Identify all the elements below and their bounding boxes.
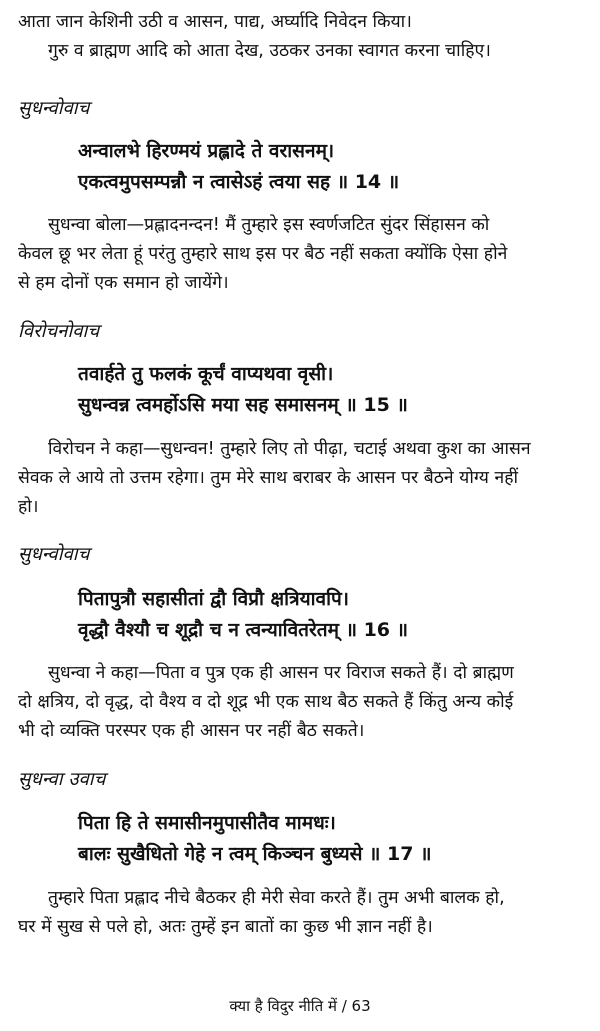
verse-14 xyxy=(78,136,588,198)
speaker-heading: विरोचनोवाच xyxy=(18,321,100,342)
verse-line: बालः सुखैधितो गेहे न त्वम् किञ्चन बुध्यसे ॥ 17 ॥ xyxy=(78,843,432,865)
speaker-heading: सुधन्वोवाच xyxy=(18,98,90,119)
verse-line: अन्वालभे हिरण्मयं प्रह्लादे ते वरासनम्। xyxy=(78,140,335,162)
paragraph-translation-17 xyxy=(18,884,586,942)
verse-line: तवार्हते तु फलकं कूर्चं वाप्यथवा वृसी। xyxy=(78,363,334,385)
verse-17 xyxy=(78,808,588,870)
text-line: आता जान केशिनी उठी व आसन, पाद्य, अर्घ्यादि निवेदन किया। xyxy=(18,12,412,32)
verse-line: पिता हि ते समासीनमुपासीतैव मामधः। xyxy=(78,812,336,834)
paragraph-translation-16 xyxy=(18,659,586,746)
text-line: केवल छू भर लेता हूं परंतु तुम्हारे साथ इस पर बैठ नहीं सकता क्योंकि ऐसा होने xyxy=(18,244,508,264)
speaker-heading: सुधन्वा उवाच xyxy=(18,769,106,790)
paragraph-intro xyxy=(18,8,586,66)
text-line: भी दो व्यक्ति परस्पर एक ही आसन पर नहीं बैठ सकते। xyxy=(18,721,365,741)
paragraph-translation-15 xyxy=(18,435,586,522)
verse-line: सुधन्वन्न त्वमर्होऽसि मया सह समासनम् ॥ 15 ॥ xyxy=(78,394,408,416)
verse-line: वृद्धौ वैश्यौ च शूद्रौ च न त्वन्यावितरेतम् ॥ 16 ॥ xyxy=(78,619,409,641)
verse-line: एकत्वमुपसम्पन्नौ न त्वासेऽहं त्वया सह ॥ 14 ॥ xyxy=(78,171,400,193)
text-line: हो। xyxy=(18,497,39,517)
text-line: दो क्षत्रिय, दो वृद्ध, दो वैश्य व दो शूद्र भी एक साथ बैठ सकते हैं किंतु अन्य कोई xyxy=(18,692,514,712)
text-line: विरोचन ने कहा—सुधन्वन! तुम्हारे लिए तो पीढ़ा, चटाई अथवा कुश का आसन xyxy=(48,439,531,459)
text-line: सेवक ले आये तो उत्तम रहेगा। तुम मेरे साथ बराबर के आसन पर बैठने योग्य नहीं xyxy=(18,468,519,488)
text-line: गुरु व ब्राह्मण आदि को आता देख, उठकर उनका स्वागत करना चाहिए। xyxy=(48,41,491,61)
page-footer: क्या है विदुर नीति में / 63 xyxy=(229,997,371,1015)
paragraph-translation-14 xyxy=(18,211,586,298)
verse-15 xyxy=(78,359,588,421)
verse-16 xyxy=(78,584,588,646)
verse-line: पितापुत्रौ सहासीतां द्वौ विप्रौ क्षत्रियावपि। xyxy=(78,588,350,610)
speaker-heading: सुधन्वोवाच xyxy=(18,544,90,565)
text-line: सुधन्वा ने कहा—पिता व पुत्र एक ही आसन पर विराज सकते हैं। दो ब्राह्मण xyxy=(48,663,514,683)
text-line: तुम्हारे पिता प्रह्लाद नीचे बैठकर ही मेरी सेवा करते हैं। तुम अभी बालक हो, xyxy=(48,888,505,908)
text-line: सुधन्वा बोला—प्रह्लादनन्दन! मैं तुम्हारे इस स्वर्णजटित सुंदर सिंहासन को xyxy=(48,215,490,235)
text-line: घर में सुख से पले हो, अतः तुम्हें इन बातों का कुछ भी ज्ञान नहीं है। xyxy=(18,917,433,937)
text-line: से हम दोनों एक समान हो जायेंगे। xyxy=(18,273,229,293)
